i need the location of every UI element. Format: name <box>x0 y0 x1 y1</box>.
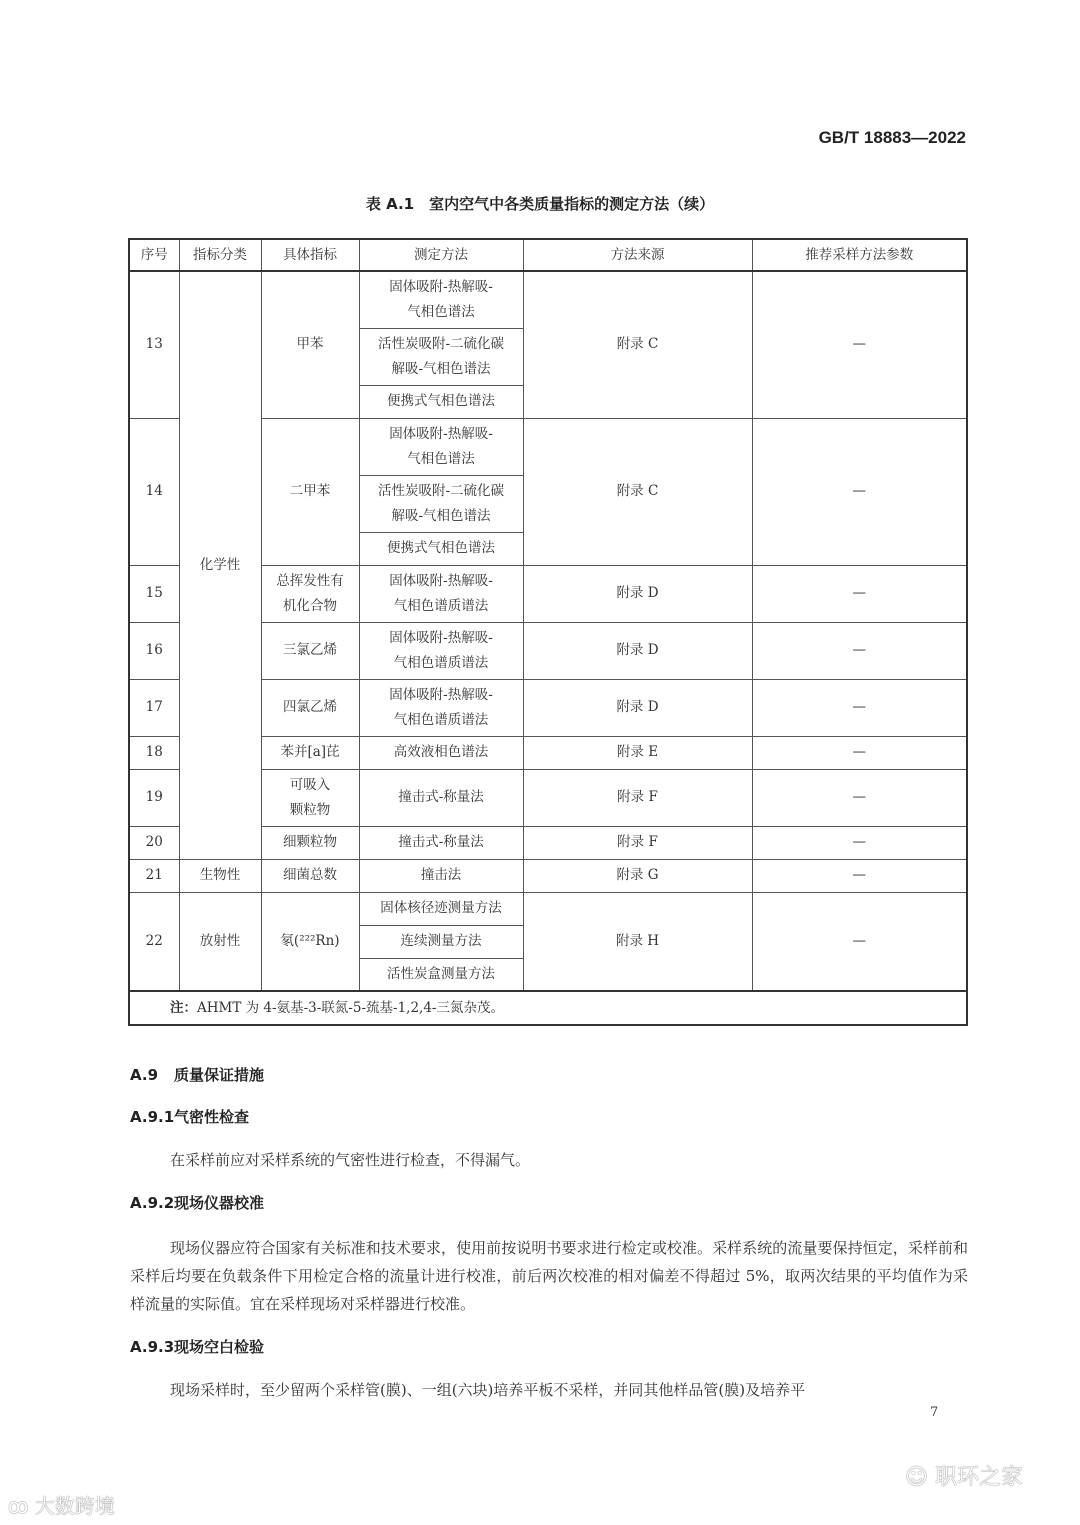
row-number: 21 <box>129 859 179 892</box>
method-cell: 连续测量方法 <box>359 925 523 958</box>
source-cell: 附录 C <box>523 418 752 565</box>
section-title: 气密性检查 <box>174 1108 250 1126</box>
method-cell: 活性炭吸附-二硫化碳 解吸-气相色谱法 <box>359 475 523 532</box>
method-cell: 便携式气相色谱法 <box>359 385 523 418</box>
col-header: 序号 <box>129 239 179 271</box>
col-header: 指标分类 <box>179 239 261 271</box>
col-header: 具体指标 <box>261 239 359 271</box>
params-cell: — <box>752 859 967 892</box>
section-number: A.9 <box>130 1066 159 1084</box>
row-number: 22 <box>129 892 179 991</box>
paragraph: 现场采样时，至少留两个采样管(膜)、一组(六块)培养平板不采样，并同其他样品管(膜)及培养平 <box>170 1381 806 1399</box>
table-row <box>129 271 967 328</box>
source-cell: 附录 D <box>523 679 752 736</box>
row-number: 19 <box>129 769 179 826</box>
page-number: 7 <box>930 1405 939 1420</box>
section-heading-a9-2 <box>130 1192 264 1213</box>
row-number: 18 <box>129 736 179 769</box>
indicator-cell: 细颗粒物 <box>261 826 359 859</box>
method-cell: 固体吸附-热解吸- 气相色谱质谱法 <box>359 622 523 679</box>
method-cell: 高效液相色谱法 <box>359 736 523 769</box>
params-cell: — <box>752 679 967 736</box>
indicator-cell: 三氯乙烯 <box>261 622 359 679</box>
category-cell: 放射性 <box>179 892 261 991</box>
section-title: 现场空白检验 <box>174 1338 265 1356</box>
wechat-icon: ☺ <box>905 1465 935 1490</box>
section-heading-a9-3 <box>130 1336 264 1357</box>
table-row <box>129 859 967 892</box>
indicator-cell: 细菌总数 <box>261 859 359 892</box>
method-cell: 固体核径迹测量方法 <box>359 892 523 925</box>
row-number: 17 <box>129 679 179 736</box>
params-cell: — <box>752 736 967 769</box>
indicator-cell: 氡(²²²Rn) <box>261 892 359 991</box>
indicator-cell: 二甲苯 <box>261 418 359 565</box>
category-cell: 化学性 <box>179 271 261 859</box>
source-cell: 附录 D <box>523 565 752 622</box>
method-cell: 便携式气相色谱法 <box>359 532 523 565</box>
row-number: 15 <box>129 565 179 622</box>
table-header-row <box>129 239 967 271</box>
row-number: 14 <box>129 418 179 565</box>
method-cell: 撞击式-称量法 <box>359 826 523 859</box>
category-cell: 生物性 <box>179 859 261 892</box>
params-cell: — <box>752 271 967 418</box>
section-number: A.9.2 <box>130 1194 175 1212</box>
col-header: 方法来源 <box>523 239 752 271</box>
source-cell: 附录 F <box>523 769 752 826</box>
paragraph: 在采样前应对采样系统的气密性进行检查，不得漏气。 <box>170 1151 531 1169</box>
row-number: 20 <box>129 826 179 859</box>
logo-icon: ꝏ <box>8 1494 35 1518</box>
method-cell: 固体吸附-热解吸- 气相色谱质谱法 <box>359 679 523 736</box>
indicator-cell: 苯并[a]芘 <box>261 736 359 769</box>
indicator-cell: 总挥发性有 机化合物 <box>261 565 359 622</box>
row-number: 13 <box>129 271 179 418</box>
method-cell: 撞击式-称量法 <box>359 769 523 826</box>
section-title: 质量保证措施 <box>174 1066 265 1084</box>
method-cell: 活性炭盒测量方法 <box>359 958 523 991</box>
indicator-cell: 甲苯 <box>261 271 359 418</box>
section-number: A.9.1 <box>130 1108 175 1126</box>
method-cell: 撞击法 <box>359 859 523 892</box>
method-cell: 固体吸附-热解吸- 气相色谱质谱法 <box>359 565 523 622</box>
indicator-cell: 四氯乙烯 <box>261 679 359 736</box>
params-cell: — <box>752 892 967 991</box>
standard-number: GB/T 18883—2022 <box>818 128 966 147</box>
method-cell: 固体吸附-热解吸- 气相色谱法 <box>359 418 523 475</box>
params-cell: — <box>752 418 967 565</box>
note-row <box>129 991 967 1025</box>
table-title: 表 A.1 室内空气中各类质量指标的测定方法（续） <box>365 195 715 213</box>
row-number: 16 <box>129 622 179 679</box>
col-header: 测定方法 <box>359 239 523 271</box>
table-note <box>129 991 967 1025</box>
watermark-right: ☺ 职环之家 <box>905 1465 1023 1490</box>
watermark-left: ꝏ 大数跨境 <box>8 1494 115 1518</box>
source-cell: 附录 D <box>523 622 752 679</box>
method-cell: 活性炭吸附-二硫化碳 解吸-气相色谱法 <box>359 328 523 385</box>
params-cell: — <box>752 565 967 622</box>
table-row <box>129 892 967 925</box>
method-cell: 固体吸附-热解吸- 气相色谱法 <box>359 271 523 328</box>
source-cell: 附录 F <box>523 826 752 859</box>
section-heading-a9 <box>130 1064 264 1085</box>
section-heading-a9-1 <box>130 1106 249 1127</box>
params-cell: — <box>752 769 967 826</box>
params-cell: — <box>752 622 967 679</box>
indicator-cell: 可吸入 颗粒物 <box>261 769 359 826</box>
source-cell: 附录 E <box>523 736 752 769</box>
source-cell: 附录 C <box>523 271 752 418</box>
source-cell: 附录 H <box>523 892 752 991</box>
note-text: AHMT 为 4-氨基-3-联氮-5-巯基-1,2,4-三氮杂茂。 <box>197 999 504 1016</box>
source-cell: 附录 G <box>523 859 752 892</box>
note-label: 注： <box>170 999 197 1016</box>
methods-table <box>128 238 968 1026</box>
paragraph: 现场仪器应符合国家有关标准和技术要求，使用前按说明书要求进行检定或校准。采样系统的流量要保持恒定，采样前和采样后均要在负载条件下用检定合格的流量计进行校准，前后两次校准的相对偏差不得超过 5%，取两次结果的平均值作为采样流量的实际值。宜在采样现场对采样器进行校准。 <box>130 1239 968 1313</box>
section-number: A.9.3 <box>130 1338 175 1356</box>
col-header: 推荐采样方法参数 <box>752 239 967 271</box>
section-title: 现场仪器校准 <box>174 1194 265 1212</box>
params-cell: — <box>752 826 967 859</box>
